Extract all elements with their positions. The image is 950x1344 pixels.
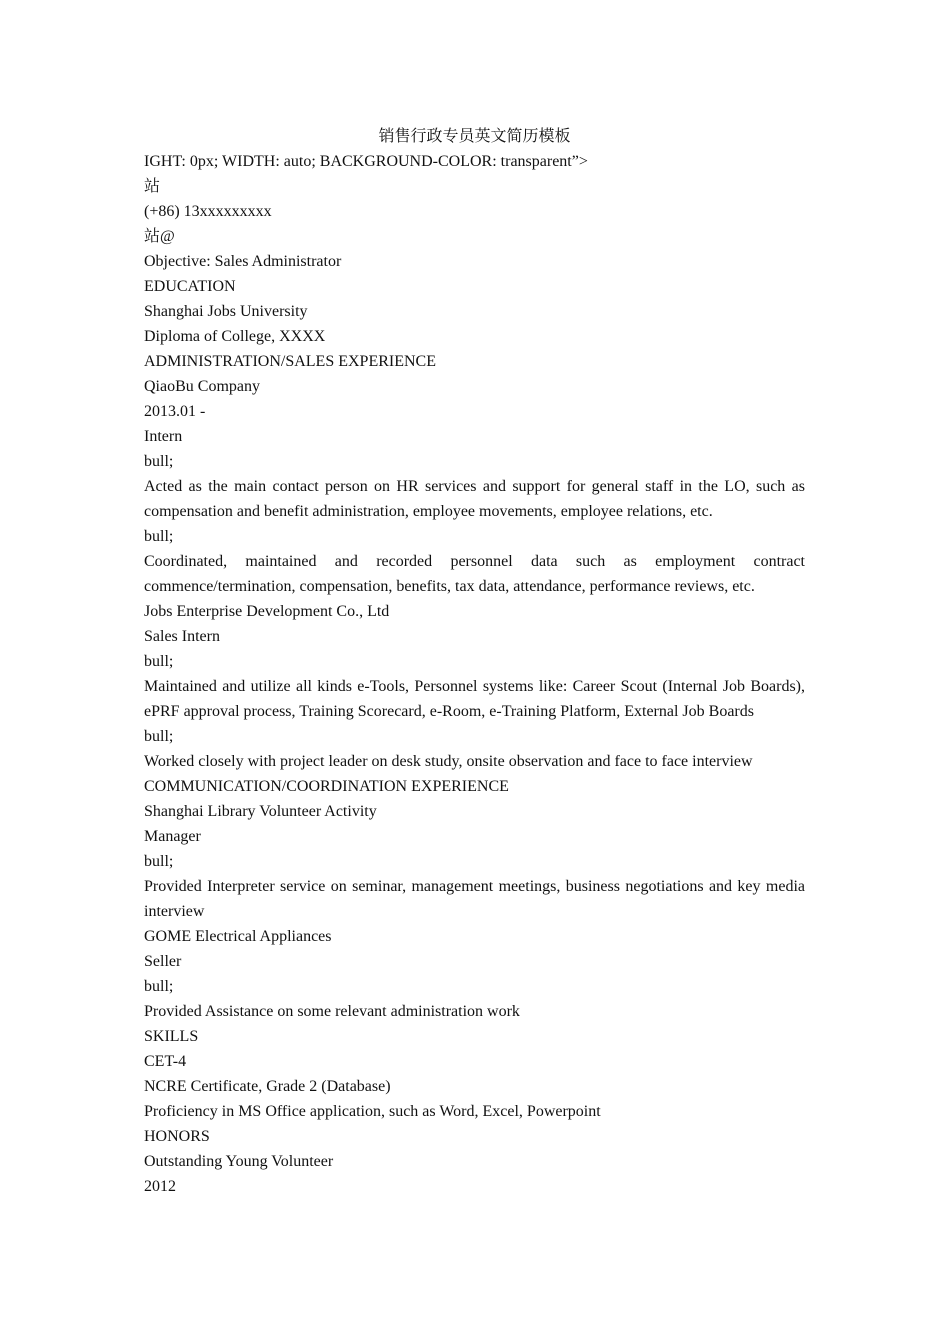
activity-org: Shanghai Library Volunteer Activity [144,803,377,820]
honor-year: 2012 [144,1178,176,1195]
skill-item: Proficiency in MS Office application, such as Word, Excel, Powerpoint [144,1103,601,1120]
document-title: 销售行政专员英文简历模板 [378,128,571,145]
activity-duty: Provided Assistance on some relevant administration work [144,1003,520,1020]
skill-item: NCRE Certificate, Grade 2 (Database) [144,1078,391,1095]
education-school: Shanghai Jobs University [144,303,308,320]
job-duty: Maintained and utilize all kinds e-Tools, Personnel systems like: Career Scout (Internal Job Boards), ePRF approval process, Training Scorecard, e-Room, e-Training Platform, External Job Boards [144,678,805,720]
job-role: Sales Intern [144,628,220,645]
honor-item: Outstanding Young Volunteer [144,1153,334,1170]
skill-item: CET-4 [144,1053,187,1070]
skills-heading: SKILLS [144,1028,199,1045]
education-degree: Diploma of College, XXXX [144,328,326,345]
phone-number: (+86) 13xxxxxxxxx [144,203,272,220]
bullet-marker: bull; [144,853,174,870]
bullet-marker: bull; [144,528,174,545]
job-duty: Coordinated, maintained and recorded personnel data such as employment contract commence/termination, compensation, benefits, tax data, attendance, performance reviews, etc. [144,553,805,595]
activity-role: Seller [144,953,182,970]
activity-role: Manager [144,828,201,845]
email-address: 站@ [144,228,175,245]
education-heading: EDUCATION [144,278,236,295]
bullet-marker: bull; [144,728,174,745]
job-role: Intern [144,428,183,445]
job-duty: Worked closely with project leader on desk study, onsite observation and face to face interview [144,753,753,770]
bullet-marker: bull; [144,978,174,995]
comm-experience-heading: COMMUNICATION/COORDINATION EXPERIENCE [144,778,509,795]
objective: Objective: Sales Administrator [144,253,342,270]
job-company: QiaoBu Company [144,378,260,395]
bullet-marker: bull; [144,453,174,470]
style-fragment-text: IGHT: 0px; WIDTH: auto; BACKGROUND-COLOR: transparent”> [144,153,588,170]
honors-heading: HONORS [144,1128,210,1145]
admin-experience-heading: ADMINISTRATION/SALES EXPERIENCE [144,353,436,370]
job-company: Jobs Enterprise Development Co., Ltd [144,603,390,620]
activity-duty: Provided Interpreter service on seminar, management meetings, business negotiations and key media interview [144,878,805,920]
job-duty: Acted as the main contact person on HR services and support for general staff in the LO, such as compensation and benefit administration, employee movements, employee relations, etc. [144,478,805,520]
name-placeholder: 站 [144,178,161,195]
activity-org: GOME Electrical Appliances [144,928,332,945]
resume-document [144,124,805,1199]
bullet-marker: bull; [144,653,174,670]
job-date: 2013.01 - [144,403,206,420]
